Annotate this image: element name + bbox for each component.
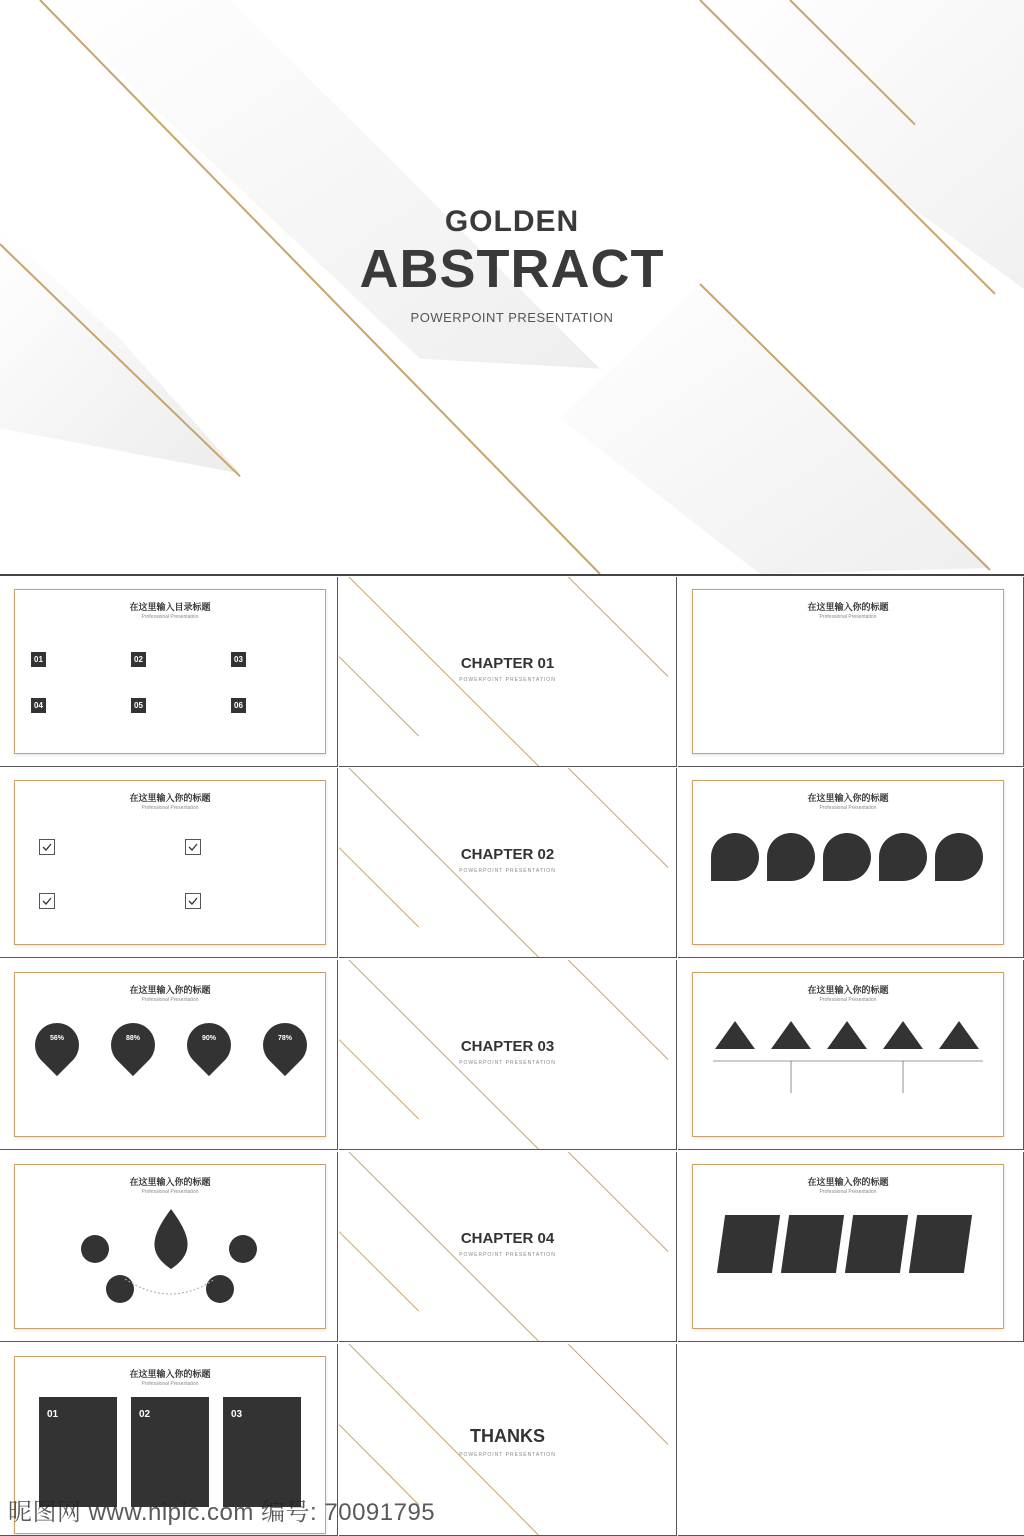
chapter-title: CHAPTER 01 bbox=[460, 655, 555, 672]
percent-label: 90% bbox=[201, 1035, 216, 1042]
watermark-text: 昵图网 www.nipic.com 编号: 70091795 bbox=[8, 1499, 436, 1526]
slide-chapter-01[interactable] bbox=[339, 577, 677, 767]
slide-subtitle: Professional Presentation bbox=[141, 997, 199, 1003]
percent-pin bbox=[102, 1014, 164, 1076]
cover-title-main: ABSTRACT bbox=[359, 239, 665, 299]
slide-title: 在这里输入你的标题 bbox=[129, 793, 211, 803]
chapter-title: CHAPTER 02 bbox=[460, 846, 555, 863]
chapter-subtitle: POWERPOINT PRESENTATION bbox=[459, 868, 556, 874]
checkbox-icon bbox=[39, 893, 55, 909]
petal-diagram-graphic bbox=[15, 1201, 327, 1326]
empty-cell bbox=[678, 1344, 1024, 1536]
slide-subtitle: Professional Presentation bbox=[819, 614, 877, 620]
toc-number: 02 bbox=[131, 652, 146, 667]
slide-triangle-timeline[interactable] bbox=[678, 960, 1024, 1150]
slide-card bbox=[14, 1164, 326, 1329]
slide-title: 在这里输入你的标题 bbox=[807, 602, 889, 612]
slide-subtitle: Professional Presentation bbox=[141, 805, 199, 811]
slide-card bbox=[692, 1164, 1004, 1329]
slide-card bbox=[14, 589, 326, 754]
checkbox-icon bbox=[39, 839, 55, 855]
dark-column bbox=[223, 1397, 301, 1507]
percent-pin bbox=[254, 1014, 316, 1076]
percent-pin bbox=[178, 1014, 240, 1076]
plane-icon bbox=[879, 833, 927, 881]
percent-label: 78% bbox=[277, 1035, 292, 1042]
checkbox-icon bbox=[185, 839, 201, 855]
toc-number: 06 bbox=[231, 698, 246, 713]
slide-subtitle: Professional Presentation bbox=[141, 1381, 199, 1387]
slide-subtitle: Professional Presentation bbox=[819, 1189, 877, 1195]
check-icon bbox=[767, 833, 815, 881]
slide-title: 在这里输入你的标题 bbox=[807, 1177, 889, 1187]
user-icon bbox=[823, 833, 871, 881]
thanks-title: THANKS bbox=[470, 1426, 545, 1446]
slide-title: 在这里输入你的标题 bbox=[129, 1369, 211, 1379]
slide-checklist[interactable] bbox=[0, 768, 338, 958]
chapter-title: CHAPTER 04 bbox=[460, 1230, 555, 1247]
chapter-subtitle: POWERPOINT PRESENTATION bbox=[459, 1252, 556, 1258]
slide-subtitle: Professional Presentation bbox=[819, 805, 877, 811]
slide-title: 在这里输入你的标题 bbox=[807, 793, 889, 803]
slide-card bbox=[692, 780, 1004, 945]
chapter-subtitle: POWERPOINT PRESENTATION bbox=[459, 677, 556, 683]
toc-number: 03 bbox=[231, 652, 246, 667]
percent-label: 56% bbox=[49, 1035, 64, 1042]
chapter-title: CHAPTER 03 bbox=[460, 1038, 555, 1055]
slide-card bbox=[692, 972, 1004, 1137]
slide-percent-pins[interactable] bbox=[0, 960, 338, 1150]
parallelogram-block bbox=[781, 1215, 844, 1273]
column-number: 02 bbox=[139, 1409, 151, 1420]
column-number: 01 bbox=[47, 1409, 59, 1420]
cover-subtitle: POWERPOINT PRESENTATION bbox=[410, 310, 614, 325]
cover-slide[interactable] bbox=[0, 0, 1024, 576]
slide-title: 在这里输入你的标题 bbox=[807, 985, 889, 995]
parallelogram-block bbox=[909, 1215, 972, 1273]
parallelogram-block bbox=[717, 1215, 780, 1273]
slide-title: 在这里输入目录标题 bbox=[129, 602, 211, 612]
dark-column bbox=[39, 1397, 117, 1507]
toc-number: 05 bbox=[131, 698, 146, 713]
column-number: 03 bbox=[231, 1409, 243, 1420]
slide-card bbox=[14, 780, 326, 945]
slide-parallelograms[interactable] bbox=[678, 1152, 1024, 1342]
percent-pin bbox=[26, 1014, 88, 1076]
slide-subtitle: Professional Presentation bbox=[819, 997, 877, 1003]
slide-icon-drops[interactable] bbox=[678, 768, 1024, 958]
triangle-timeline-graphic bbox=[693, 1013, 1005, 1113]
search-icon bbox=[711, 833, 759, 881]
slide-title: 在这里输入你的标题 bbox=[129, 985, 211, 995]
cover-title-top: GOLDEN bbox=[444, 205, 580, 238]
checkbox-icon bbox=[185, 893, 201, 909]
slide-six-items[interactable] bbox=[678, 577, 1024, 767]
parallelogram-block bbox=[845, 1215, 908, 1273]
slide-petal-diagram[interactable] bbox=[0, 1152, 338, 1342]
slide-card bbox=[692, 589, 1004, 754]
percent-label: 88% bbox=[125, 1035, 140, 1042]
chapter-subtitle: POWERPOINT PRESENTATION bbox=[459, 1060, 556, 1066]
toc-number: 01 bbox=[31, 652, 46, 667]
slide-toc[interactable] bbox=[0, 577, 338, 767]
slide-subtitle: Professional Presentation bbox=[141, 614, 199, 620]
cloud-icon bbox=[935, 833, 983, 881]
slide-title: 在这里输入你的标题 bbox=[129, 1177, 211, 1187]
thanks-subtitle: POWERPOINT PRESENTATION bbox=[459, 1452, 556, 1458]
slide-chapter-03[interactable] bbox=[339, 960, 677, 1150]
slide-subtitle: Professional Presentation bbox=[141, 1189, 199, 1195]
slide-card bbox=[14, 972, 326, 1137]
slide-chapter-04[interactable] bbox=[339, 1152, 677, 1342]
slide-chapter-02[interactable] bbox=[339, 768, 677, 958]
toc-number: 04 bbox=[31, 698, 46, 713]
dark-column bbox=[131, 1397, 209, 1507]
